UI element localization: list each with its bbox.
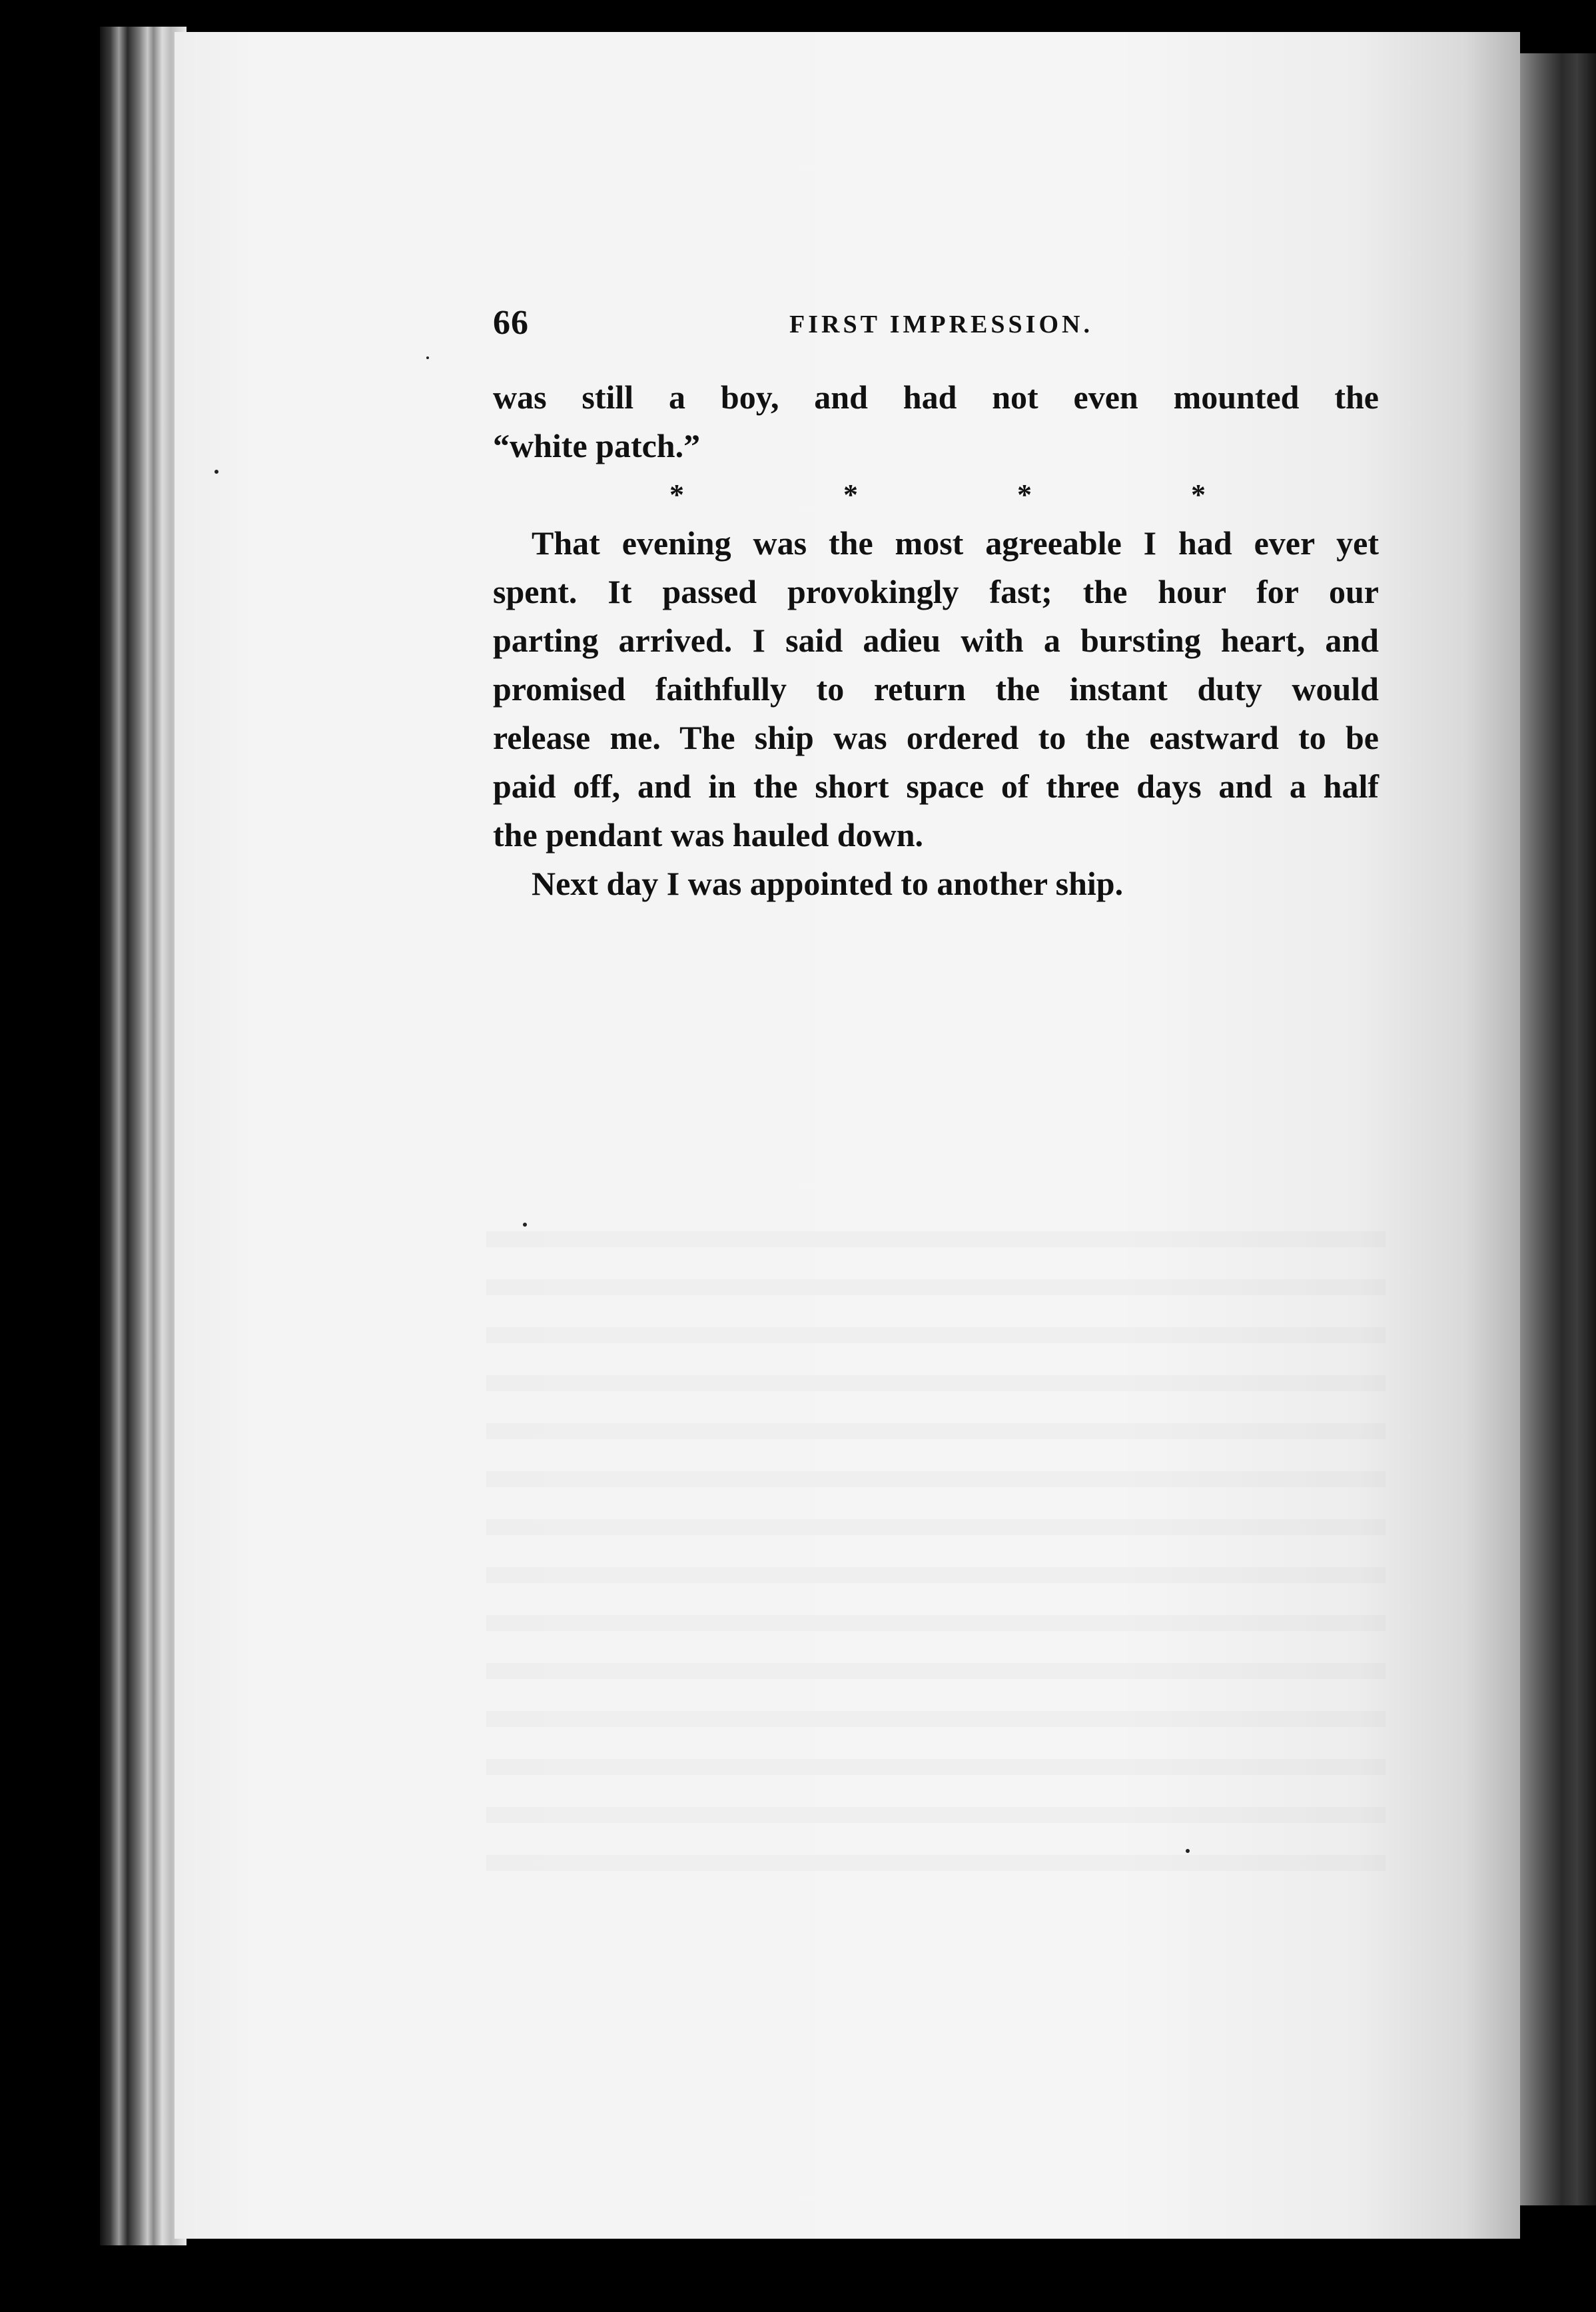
page-header (493, 303, 1379, 350)
show-through-text (486, 1199, 1386, 1879)
running-head: FIRST IMPRESSION. (789, 310, 1093, 338)
asterisk: * (1191, 478, 1206, 511)
text-line: “white patch.” (493, 427, 701, 464)
text-line: Next day I was appointed to another ship. (532, 865, 1124, 902)
text-line: spent. It passed provokingly fast; the hour for our (493, 573, 1379, 610)
text-line: was still a boy, and had not even mounted the (493, 378, 1379, 416)
text-line: That evening was the most agreeable I had ever yet (532, 524, 1379, 562)
page-edge-shadow (1520, 53, 1596, 2205)
book-page (175, 32, 1520, 2239)
text-line: promised faithfully to return the instant duty would (493, 670, 1379, 708)
text-line: release me. The ship was ordered to the eastward to be (493, 719, 1379, 756)
asterisk: * (669, 478, 684, 511)
page-body (493, 373, 1379, 908)
asterisk: * (1017, 478, 1032, 511)
asterisk: * (843, 478, 858, 511)
ink-speck (426, 356, 429, 359)
text-line: the pendant was hauled down. (493, 816, 924, 854)
ink-speck (214, 470, 218, 474)
ink-speck (1186, 1849, 1190, 1853)
page-number: 66 (493, 304, 529, 342)
text-line: paid off, and in the short space of three days and a half (493, 768, 1379, 805)
ink-speck (523, 1223, 527, 1227)
text-line: parting arrived. I said adieu with a bursting heart, and (493, 622, 1379, 659)
book-binding (100, 27, 187, 2245)
section-separator (669, 470, 1206, 519)
